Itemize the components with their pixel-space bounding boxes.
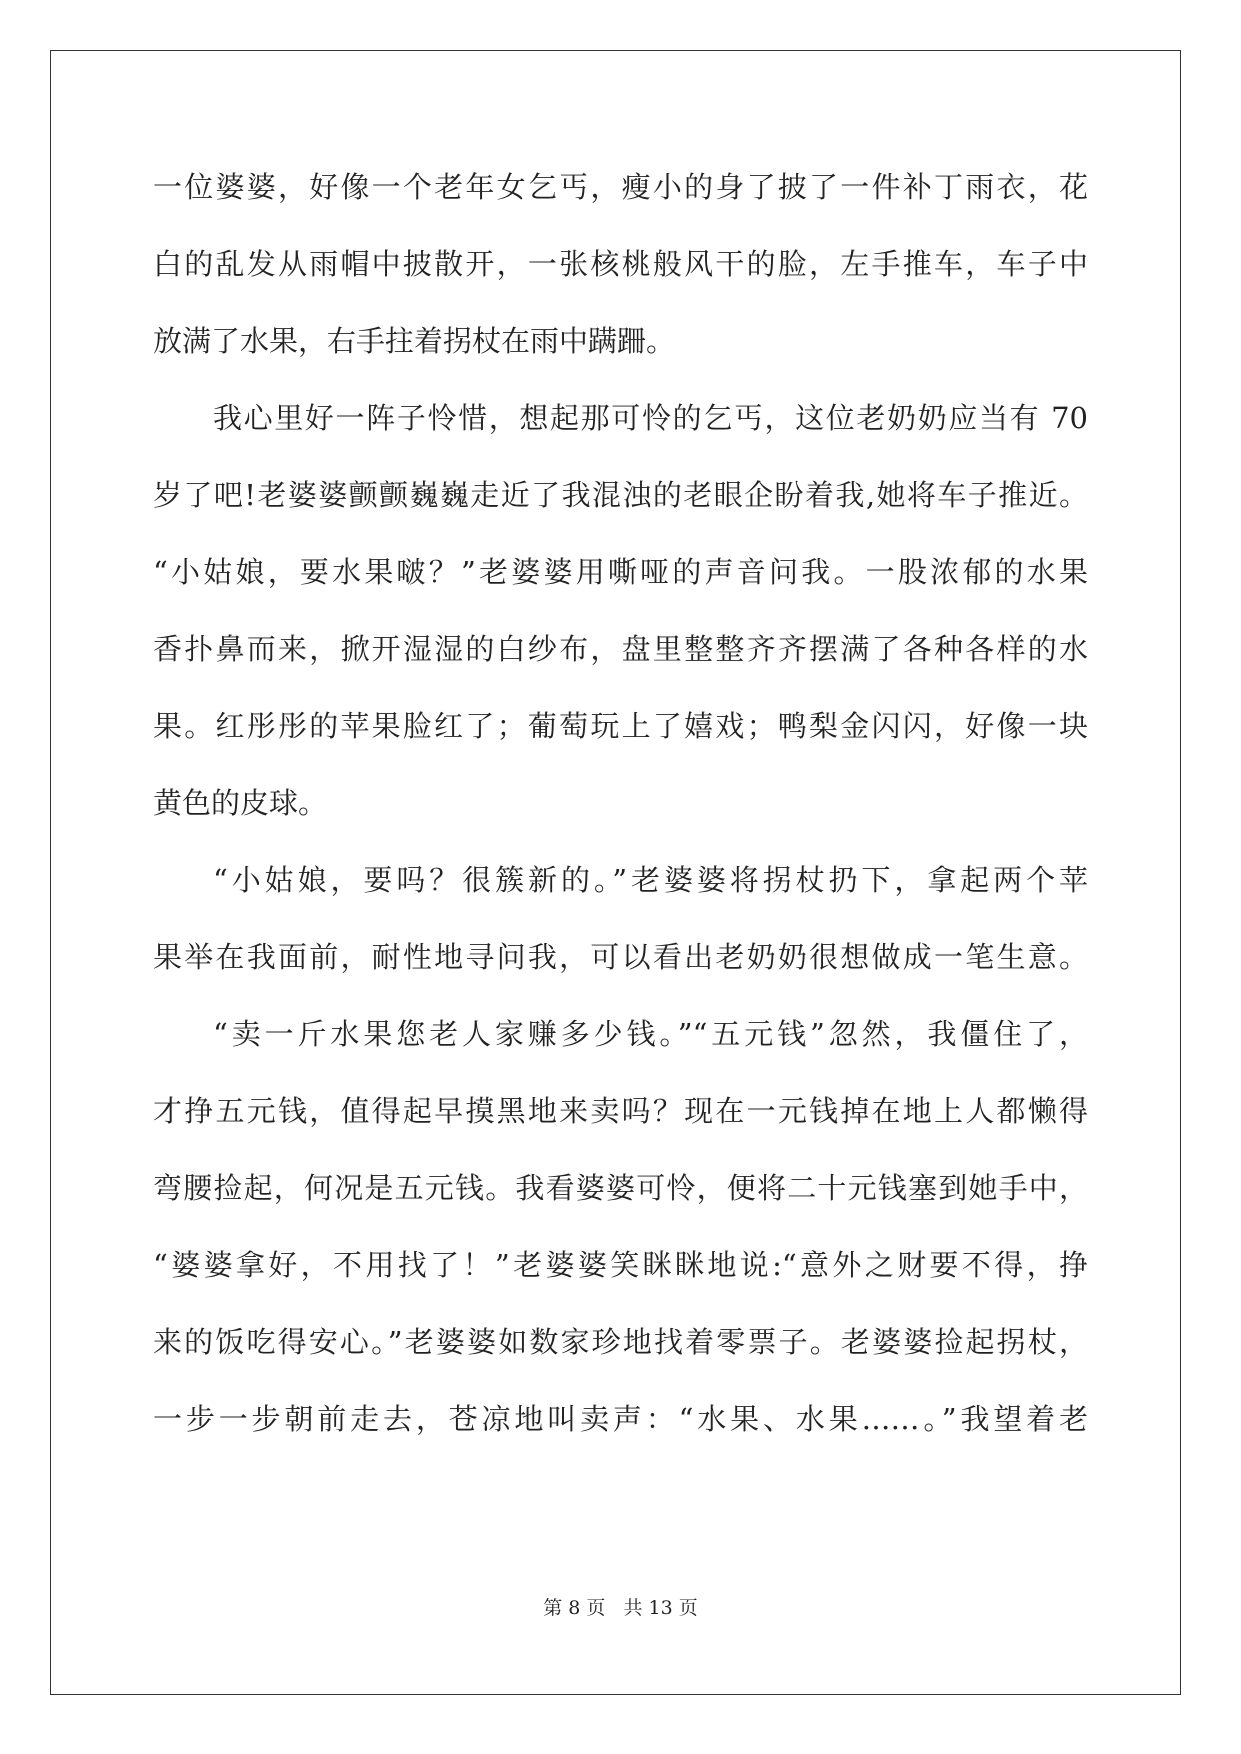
text-line: 白的乱发从雨帽中披散开，一张核桃般风干的脸，左手推车，车子中 [153, 247, 1088, 281]
text-line: “小姑娘，要水果啵？”老婆婆用嘶哑的声音问我。一股浓郁的水果 [153, 555, 1088, 589]
text-line: “卖一斤水果您老人家赚多少钱。”“五元钱”忽然，我僵住了， [213, 1017, 1088, 1051]
text-line: 我心里好一阵子怜惜，想起那可怜的乞丐，这位老奶奶应当有 70 [213, 401, 1088, 435]
text-line: 一位婆婆，好像一个老年女乞丐，瘦小的身了披了一件补丁雨衣，花 [153, 170, 1088, 204]
document-body [153, 162, 1088, 1471]
text-line: “小姑娘，要吗？很簇新的。”老婆婆将拐杖扔下，拿起两个苹 [213, 863, 1088, 897]
page-total: 共 13 页 [623, 1597, 698, 1619]
page-number: 第 8 页 [543, 1597, 606, 1619]
text-line: 果举在我面前，耐性地寻问我，可以看出老奶奶很想做成一笔生意。 [153, 940, 1088, 974]
text-line: 黄色的皮球。 [153, 786, 328, 820]
text-line: 才挣五元钱，值得起早摸黑地来卖吗？现在一元钱掉在地上人都懒得 [153, 1094, 1088, 1128]
text-line: “婆婆拿好，不用找了！”老婆婆笑眯眯地说:“意外之财要不得，挣 [153, 1248, 1088, 1282]
page-footer [0, 1593, 1241, 1620]
text-line: 弯腰捡起，何况是五元钱。我看婆婆可怜，便将二十元钱塞到她手中， [153, 1171, 1088, 1205]
text-line: 香扑鼻而来，掀开湿湿的白纱布，盘里整整齐齐摆满了各种各样的水 [153, 632, 1088, 666]
text-line: 放满了水果，右手拄着拐杖在雨中蹒跚。 [153, 324, 676, 358]
text-line: 岁了吧!老婆婆颤颤巍巍走近了我混浊的老眼企盼着我,她将车子推近。 [153, 478, 1088, 512]
text-line: 一步一步朝前走去，苍凉地叫卖声：“水果、水果……。”我望着老 [153, 1402, 1088, 1436]
text-line: 果。红彤彤的苹果脸红了；葡萄玩上了嬉戏；鸭梨金闪闪，好像一块 [153, 709, 1088, 743]
text-line: 来的饭吃得安心。”老婆婆如数家珍地找着零票子。老婆婆捡起拐杖， [153, 1325, 1088, 1359]
